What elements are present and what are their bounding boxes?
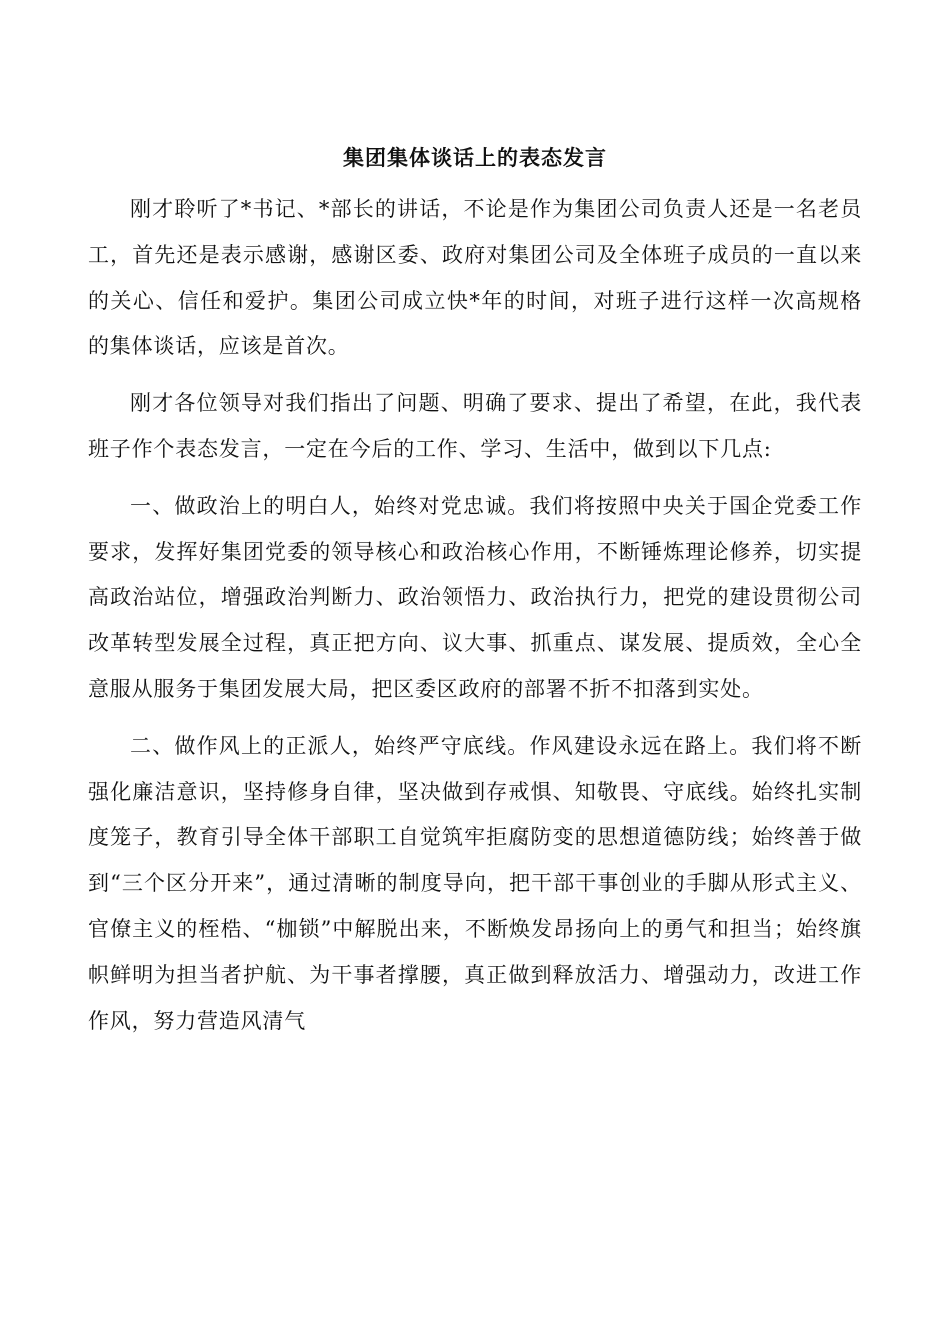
paragraph-point-one: 一、做政治上的明白人，始终对党忠诚。我们将按照中央关于国企党委工作要求，发挥好集团党委的领导核心和政治核心作用，不断锤炼理论修养，切实提高政治站位，增强政治判断力、政治领悟力、政治执行力，把党的建设贯彻公司改革转型发展全过程，真正把方向、议大事、抓重点、谋发展、提质效，全心全意服从服务于集团发展大局，把区委区政府的部署不折不扣落到实处。 (88, 493, 862, 701)
document-page (88, 136, 862, 1055)
paragraph-intro: 刚才聆听了*书记、*部长的讲话，不论是作为集团公司负责人还是一名老员工，首先还是表示感谢，感谢区委、政府对集团公司及全体班子成员的一直以来的关心、信任和爱护。集团公司成立快*年的时间，对班子进行这样一次高规格的集体谈话，应该是首次。 (88, 197, 862, 359)
paragraph-statement: 刚才各位领导对我们指出了问题、明确了要求、提出了希望，在此，我代表班子作个表态发言，一定在今后的工作、学习、生活中，做到以下几点: (88, 391, 862, 461)
paragraph-point-two: 二、做作风上的正派人，始终严守底线。作风建设永远在路上。我们将不断强化廉洁意识，坚持修身自律，坚决做到存戒惧、知敬畏、守底线。始终扎实制度笼子，教育引导全体干部职工自觉筑牢拒腐防变的思想道德防线；始终善于做到“三个区分开来”，通过清晰的制度导向，把干部干事创业的手脚从形式主义、官僚主义的桎梏、“枷锁”中解脱出来，不断焕发昂扬向上的勇气和担当；始终旗帜鲜明为担当者护航、为干事者撑腰，真正做到释放活力、增强动力，改进工作作风，努力营造风清气 (88, 733, 862, 1033)
document-title: 集团集体谈话上的表态发言 (343, 145, 607, 170)
